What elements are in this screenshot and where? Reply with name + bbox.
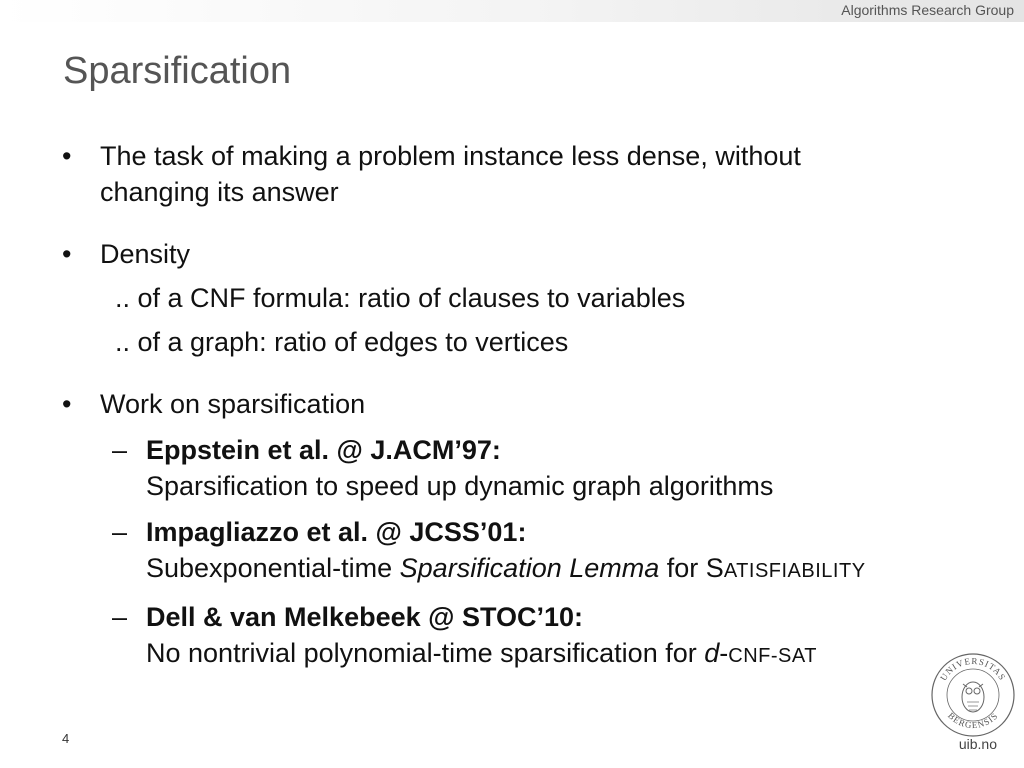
reference-heading: Impagliazzo et al. @ JCSS’01: [146,517,527,547]
density-graph: .. of a graph: ratio of edges to vertices [115,327,569,357]
reference-text: Sparsification to speed up dynamic graph algorithms [146,471,774,501]
dash-marker: – [112,602,128,632]
bullet-marker: • [62,141,72,171]
text-part: - [719,638,729,668]
dash-marker: – [112,435,128,465]
group-name: Algorithms Research Group [841,2,1014,18]
reference-heading: Dell & van Melkebeek @ STOC’10: [146,602,583,632]
svg-text:UNIVERSITAS: UNIVERSITAS [938,655,1008,683]
svg-text:BERGENSIS: BERGENSIS [946,710,1000,731]
reference-eppstein [60,432,1000,504]
reference-dell [60,599,1000,674]
density-cnf: .. of a CNF formula: ratio of clauses to variables [115,283,686,313]
reference-impagliazzo [60,514,1000,589]
bullet-work [60,386,1000,422]
university-seal-icon [930,652,1016,738]
bullet-text-line: The task of making a problem instance less dense, without [100,141,801,171]
website-link[interactable]: uib.no [958,736,997,752]
bullet-marker: • [62,239,72,269]
bullet-task [60,138,1000,210]
variable-d: d [704,638,720,668]
text-part: for S [659,553,724,583]
text-part: Subexponential-time [146,553,400,583]
lemma-name: Sparsification Lemma [399,553,660,583]
smallcaps-term: CNF-SAT [728,645,817,667]
bullet-density [60,236,1000,272]
bullet-label: Density [100,239,191,269]
reference-text [146,550,1000,589]
bullet-marker: • [62,389,72,419]
page-number: 4 [62,731,70,746]
reference-text [146,635,1000,674]
header-bar [0,0,1024,22]
reference-heading: Eppstein et al. @ J.ACM’97: [146,435,501,465]
text-part: No nontrivial polynomial-time sparsification for [146,638,705,668]
smallcaps-term: ATISFIABILITY [723,560,866,582]
slide-content [60,138,1000,674]
dash-marker: – [112,517,128,547]
bullet-text-line: changing its answer [100,177,339,207]
bullet-label: Work on sparsification [100,389,366,419]
slide-title: Sparsification [63,50,292,92]
